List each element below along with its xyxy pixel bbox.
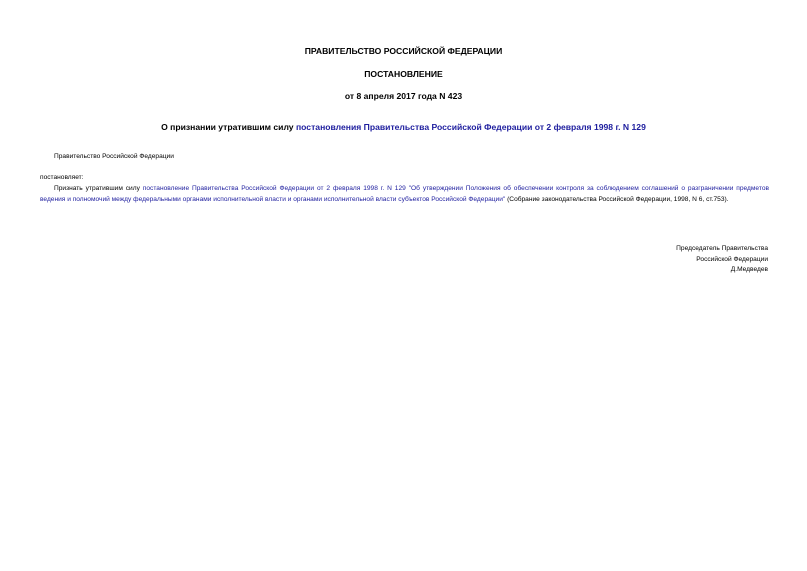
document-type: ПОСТАНОВЛЕНИЕ xyxy=(364,69,443,79)
signature-name: Д.Медведев xyxy=(730,266,768,273)
paragraph-prefix: Признать утратившим силу xyxy=(54,185,143,192)
signature-organization: Российской Федерации xyxy=(696,256,768,263)
document-title xyxy=(0,122,807,132)
resolution-paragraph xyxy=(40,183,769,205)
paragraph-link[interactable]: постановление Правительства Российской Федерации от 2 февраля 1998 г. N 129 "Об утверждении Положения об обеспечении контроля за соблюдением соглашений о разграничении предметов ведения и полномочий между федеральными органами исполнительной власти и органами исполнительной власти субъектов Российской Федерации" xyxy=(40,185,769,203)
title-link[interactable]: постановления Правительства Российской Федерации от 2 февраля 1998 г. N 129 xyxy=(295,122,646,132)
issuing-authority: ПРАВИТЕЛЬСТВО РОССИЙСКОЙ ФЕДЕРАЦИИ xyxy=(304,46,503,56)
signature-position: Председатель Правительства xyxy=(676,245,768,252)
government-line: Правительство Российской Федерации xyxy=(54,153,174,160)
resolves-line: постановляет: xyxy=(40,174,84,181)
title-prefix: О признании утратившим силу xyxy=(161,122,296,132)
paragraph-suffix: (Собрание законодательства Российской Федерации, 1998, N 6, ст.753). xyxy=(505,196,729,203)
document-date-number: от 8 апреля 2017 года N 423 xyxy=(344,91,463,101)
